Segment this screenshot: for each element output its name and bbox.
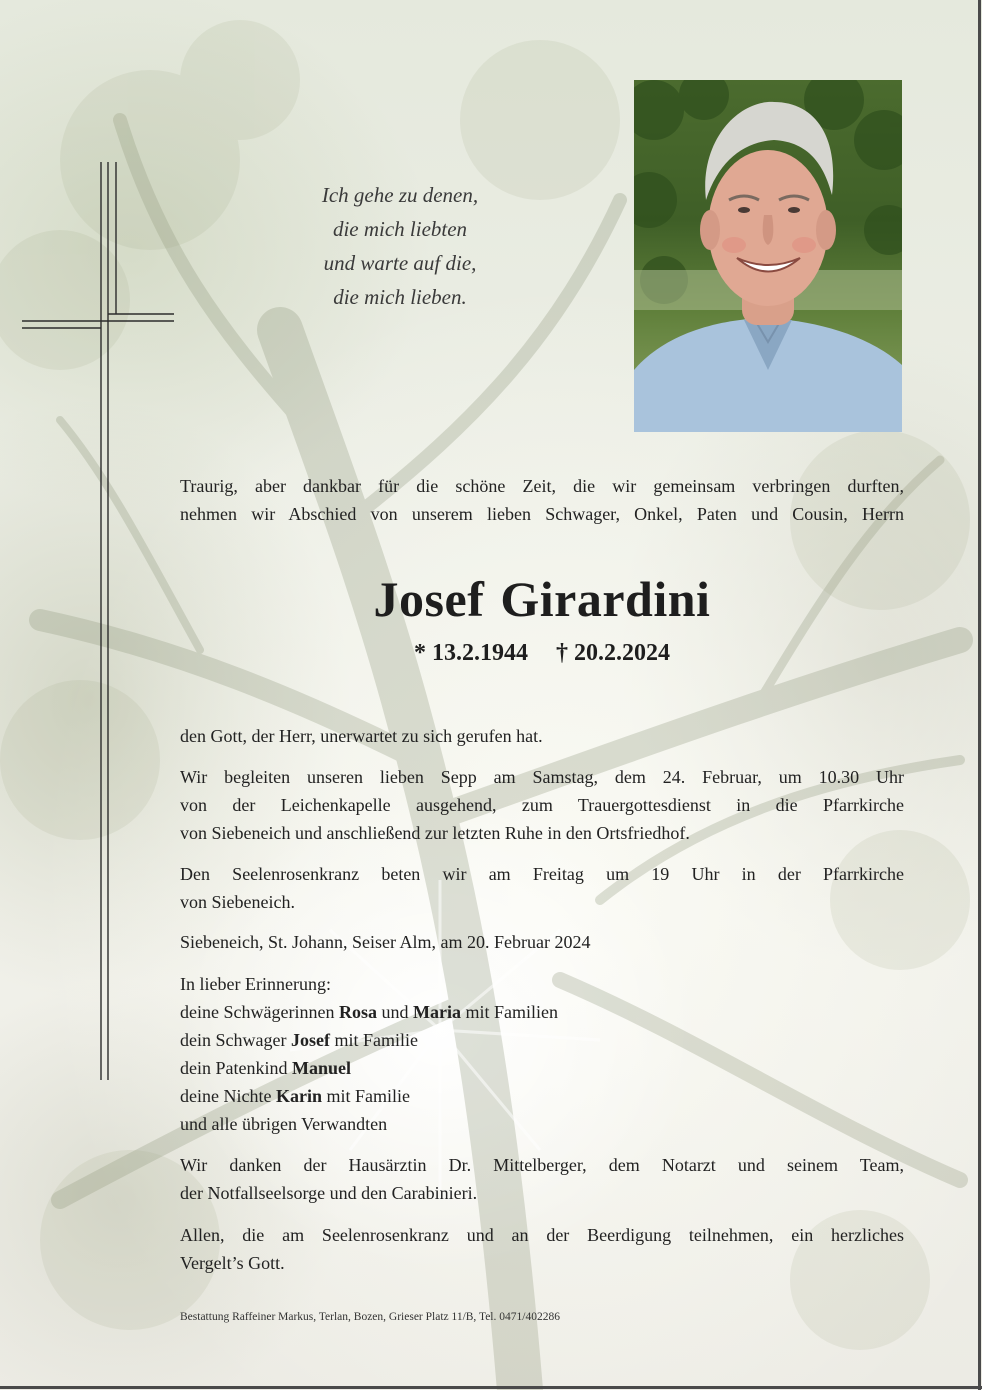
mourner-line: deine Nichte Karin mit Familie	[180, 1086, 410, 1106]
deceased-name	[180, 570, 904, 628]
paragraph-line: Siebeneich, St. Johann, Seiser Alm, am 20. Februar 2024	[180, 932, 591, 952]
birth-date: * 13.2.1944	[414, 640, 528, 666]
mourner-name: Karin	[275, 1086, 322, 1106]
frame-border-right	[978, 0, 981, 1390]
called-home-text	[180, 722, 904, 750]
frame-border-bottom	[0, 1386, 982, 1389]
rosary-paragraph	[180, 860, 904, 916]
paragraph-line: Wir begleiten unseren lieben Sepp am Samstag, dem 24. Februar, um 10.30 Uhr	[180, 767, 904, 787]
paragraph-line: von der Leichenkapelle ausgehend, zum Trauergottesdienst in die Pfarrkirche	[180, 795, 904, 815]
mourner-line: und alle übrigen Verwandten	[180, 1114, 388, 1134]
mourner-name: Manuel	[291, 1058, 351, 1078]
intro-line: Traurig, aber dankbar für die schöne Zeit, die wir gemeinsam verbringen durften,	[180, 476, 904, 496]
life-dates	[180, 640, 904, 667]
motto-line: die mich lieben.	[333, 285, 467, 309]
closing-paragraph	[180, 1221, 904, 1277]
paragraph-line: Allen, die am Seelenrosenkranz und an der Beerdigung teilnehmen, ein herzliches	[180, 1225, 904, 1245]
paragraph-line: Wir danken der Hausärztin Dr. Mittelberger, dem Notarzt und seinem Team,	[180, 1155, 904, 1175]
funeral-home-footer: Bestattung Raffeiner Markus, Terlan, Bozen, Grieser Platz 11/B, Tel. 0471/402286	[180, 1311, 560, 1323]
intro-text	[180, 472, 904, 528]
paragraph-line: Vergelt’s Gott.	[180, 1253, 285, 1273]
motto-line: und warte auf die,	[323, 251, 477, 275]
mourner-line: dein Schwager Josef mit Familie	[180, 1030, 418, 1050]
motto-verse	[270, 178, 530, 314]
paragraph-line: der Notfallseelsorge und den Carabinieri.	[180, 1183, 478, 1203]
mourner-name: Josef	[290, 1030, 330, 1050]
paragraph-line: den Gott, der Herr, unerwartet zu sich gerufen hat.	[180, 726, 543, 746]
cross-icon	[0, 0, 200, 1100]
paragraph-line: von Siebeneich und anschließend zur letzten Ruhe in den Ortsfriedhof.	[180, 823, 690, 843]
mourner-line: deine Schwägerinnen Rosa und Maria mit Familien	[180, 1002, 558, 1022]
last-name: Girardini	[500, 571, 711, 627]
paragraph-line: Den Seelenrosenkranz beten wir am Freitag um 19 Uhr in der Pfarrkirche	[180, 864, 904, 884]
motto-line: die mich liebten	[332, 217, 468, 241]
portrait-photo	[634, 80, 902, 432]
place-date	[180, 928, 904, 956]
motto-line: Ich gehe zu denen,	[321, 183, 479, 207]
intro-line: nehmen wir Abschied von unserem lieben Schwager, Onkel, Paten und Cousin, Herrn	[180, 504, 904, 524]
mourner-name: Maria	[412, 1002, 461, 1022]
thanks-paragraph	[180, 1151, 904, 1207]
mourners-list	[180, 970, 904, 1138]
mourner-line: dein Patenkind Manuel	[180, 1058, 351, 1078]
funeral-paragraph	[180, 763, 904, 847]
paragraph-line: von Siebeneich.	[180, 892, 295, 912]
death-date: † 20.2.2024	[556, 640, 670, 666]
mourner-name: Rosa	[338, 1002, 377, 1022]
first-name: Josef	[373, 571, 485, 627]
mourners-heading: In lieber Erinnerung:	[180, 974, 331, 994]
